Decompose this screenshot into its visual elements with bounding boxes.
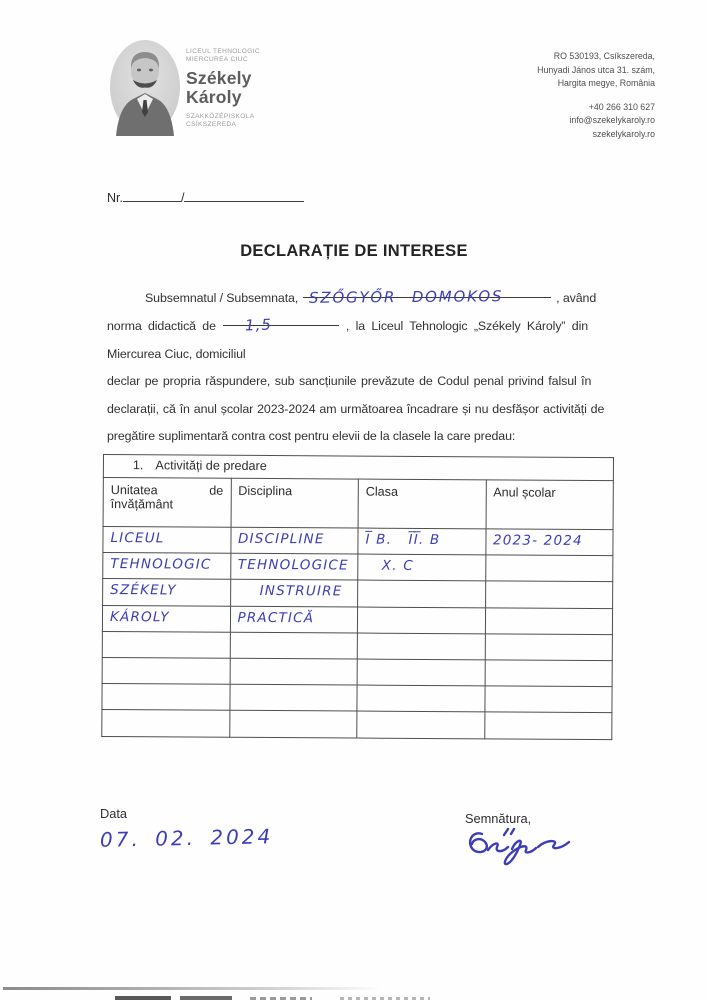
table-header-row xyxy=(103,478,613,530)
body-line-3: Miercurea Ciuc, domiciliul xyxy=(107,346,246,361)
table-cell: I̅ B. I̅I̅. B xyxy=(358,528,486,555)
subsemnatul-label: Subsemnatul / Subsemnata, xyxy=(145,291,299,305)
body-line-2 xyxy=(107,312,615,340)
table-cell xyxy=(485,634,613,661)
table-cell: 2023- 2024 xyxy=(485,529,613,556)
handwritten-name: SZŐGYŐR DOMOKOS xyxy=(309,287,504,307)
section-number: 1. xyxy=(132,458,144,473)
table-cell xyxy=(230,632,358,659)
table-row xyxy=(102,684,612,713)
table-cell: TEHNOLOGIC xyxy=(103,553,231,580)
table-cell xyxy=(102,657,230,684)
body-line-6: pregătire suplimentară contra cost pentru elevii de la clasele la care predau: xyxy=(107,429,516,444)
table-row xyxy=(103,553,613,582)
body-line-1 xyxy=(107,284,615,312)
handwritten-norm: 1,5 xyxy=(244,315,273,335)
nr-date-blank-field xyxy=(184,188,304,202)
logo-school-name: Székely Károly xyxy=(186,68,252,107)
portrait-photo xyxy=(108,38,182,136)
table-cell xyxy=(102,631,230,658)
school-logo-text xyxy=(186,48,260,129)
section-title: Activități de predare xyxy=(155,458,267,474)
table-row xyxy=(102,657,612,686)
table-cell xyxy=(485,607,613,634)
contact-email: info@szekelykaroly.ro xyxy=(569,115,655,125)
table-cell xyxy=(484,686,612,713)
nr-label: Nr. xyxy=(107,191,123,205)
signature-label: Semnătura, xyxy=(465,811,532,826)
table-row xyxy=(102,710,612,739)
table-cell xyxy=(357,685,485,712)
table-cell xyxy=(485,660,613,687)
activities-table xyxy=(101,454,614,740)
contact-info xyxy=(537,50,655,141)
scan-artifact xyxy=(180,996,232,1000)
table-cell xyxy=(357,607,485,634)
table-cell: PRACTICĂ xyxy=(230,606,358,633)
table-cell xyxy=(357,711,485,738)
norma-label: norma didactică de xyxy=(107,319,216,334)
declaration-body xyxy=(107,284,615,450)
scan-artifact xyxy=(115,996,171,1000)
registration-number-line xyxy=(107,188,304,205)
table-row xyxy=(103,579,613,608)
table-cell xyxy=(484,712,612,739)
norm-field xyxy=(223,312,339,335)
table-cell: INSTRUIRE xyxy=(230,580,358,607)
handwritten-date: 07. 02. 2024 xyxy=(99,824,274,852)
nr-blank-field xyxy=(123,188,181,202)
school-name-text: , la Liceul Tehnologic „Székely Károly” din xyxy=(345,319,589,334)
column-header-anul-scolar: Anul școlar xyxy=(486,480,614,530)
nr-slash: / xyxy=(180,191,185,205)
scan-artifact xyxy=(3,987,381,990)
table-cell: KÁROLY xyxy=(102,605,230,632)
table-cell: SZÉKELY xyxy=(103,579,231,606)
table-row xyxy=(103,527,613,556)
table-cell xyxy=(358,580,486,607)
table-cell xyxy=(229,684,357,711)
table-cell: TEHNOLOGICE xyxy=(230,553,358,580)
column-header-unitatea: Unitatea de învățământ xyxy=(103,478,231,528)
table-cell xyxy=(102,684,230,711)
date-label: Data xyxy=(100,806,128,821)
signature-scribble xyxy=(464,822,574,870)
table-cell xyxy=(485,581,613,608)
table-section-row xyxy=(103,455,613,481)
logo-subtitle-bottom: SZAKKÖZÉPISKOLA CSÍKSZEREDA xyxy=(186,113,255,128)
table-cell xyxy=(102,710,230,737)
table-cell xyxy=(230,658,358,685)
table-row xyxy=(102,631,612,660)
column-header-clasa: Clasa xyxy=(358,479,486,529)
table-cell: LICEUL xyxy=(103,527,231,554)
table-cell xyxy=(229,711,357,738)
table-cell xyxy=(485,555,613,582)
table-cell xyxy=(357,633,485,660)
table-cell xyxy=(357,659,485,686)
name-field xyxy=(303,284,551,307)
body-line-4: declar pe propria răspundere, sub sancțiunile prevăzute de Codul penal privind falsul în xyxy=(107,374,592,389)
table-row xyxy=(102,605,612,634)
body-line-5: declarații, că în anul școlar 2023-2024 am următoarea încadrare și nu desfășor activități de xyxy=(107,401,605,416)
contact-website: szekelykaroly.ro xyxy=(592,128,655,139)
contact-address: RO 530193, Csíkszereda, Hunyadi János utca 31. szám, Hargita megye, România xyxy=(537,51,655,88)
logo-subtitle-top: LICEUL TEHNOLOGIC MIERCUREA CIUC xyxy=(186,48,260,63)
table-cell: DISCIPLINE xyxy=(230,527,358,554)
column-header-disciplina: Disciplina xyxy=(231,478,359,528)
avand-label: , având xyxy=(556,291,597,305)
document-title: DECLARAȚIE DE INTERESE xyxy=(240,242,468,260)
contact-phone: +40 266 310 627 xyxy=(588,101,655,112)
table-cell: X. C xyxy=(358,554,486,581)
